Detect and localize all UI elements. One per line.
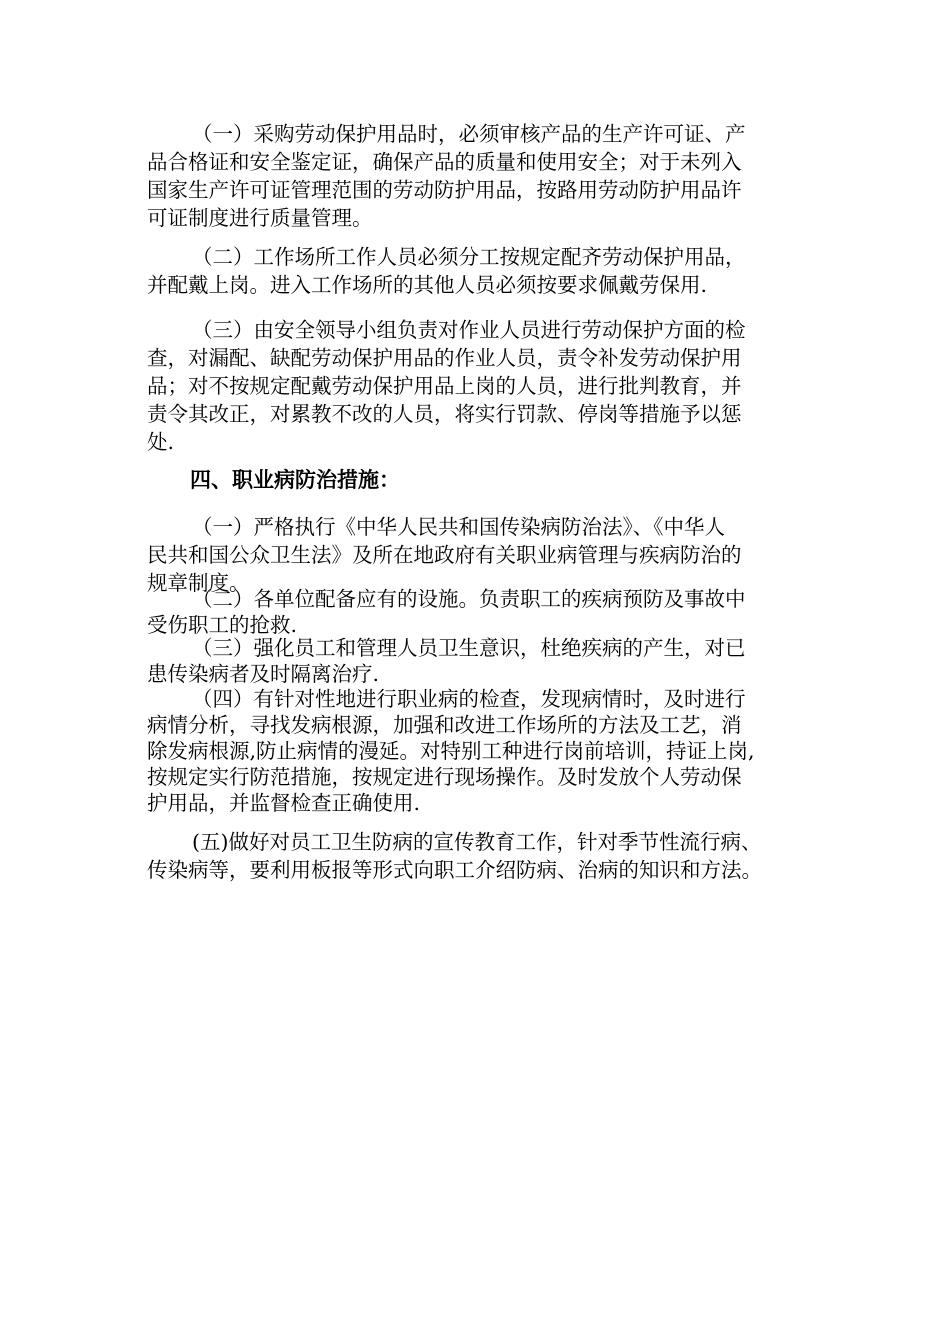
paragraph-3-line-5: 处. (147, 430, 175, 454)
paragraph-1-line-1: （一）采购劳动保护用品时，必须审核产品的生产许可证、产 (192, 122, 746, 146)
section-heading: 四、职业病防治措施： (190, 467, 400, 492)
paragraph-3-line-3: 品；对不按规定配戴劳动保护用品上岗的人员，进行批判教育，并 (147, 374, 742, 398)
section-paragraph-5-line-1: (五)做好对员工卫生防病的宣传教育工作，针对季节性流行病、 (192, 830, 762, 854)
paragraph-3-line-2: 查，对漏配、缺配劳动保护用品的作业人员，责令补发劳动保护用 (147, 346, 742, 370)
section-paragraph-4-line-4: 按规定实行防范措施，按规定进行现场操作。及时发放个人劳动保 (147, 765, 742, 789)
paragraph-2-line-2: 并配戴上岗。进入工作场所的其他人员必须按要求佩戴劳保用. (147, 273, 708, 297)
section-paragraph-5-line-2: 传染病等，要利用板报等形式向职工介绍防病、治病的知识和方法。 (147, 858, 762, 882)
section-paragraph-2-line-1: （二）各单位配备应有的设施。负责职工的疾病预防及事故中 (192, 587, 746, 611)
section-paragraph-1-line-1: （一）严格执行《中华人民共和国传染病防治法》、《中华人 (192, 515, 725, 539)
paragraph-1-line-3: 国家生产许可证管理范围的劳动防护用品，按路用劳动防护用品许 (147, 178, 742, 202)
section-paragraph-1-line-2: 民共和国公众卫生法》及所在地政府有关职业病管理与疾病防治的 (147, 543, 742, 567)
section-paragraph-4-line-3: 除发病根源,防止病情的漫延。对特别工种进行岗前培训，持证上岗, (147, 739, 755, 763)
paragraph-1-line-4: 可证制度进行质量管理。 (147, 206, 373, 230)
paragraph-1-line-2: 品合格证和安全鉴定证，确保产品的质量和使用安全；对于未列入 (147, 150, 742, 174)
section-paragraph-4-line-5: 护用品，并监督检查正确使用. (147, 791, 421, 815)
paragraph-3-line-4: 责令其改正，对累教不改的人员，将实行罚款、停岗等措施予以惩 (147, 402, 742, 426)
section-paragraph-4-line-1: （四）有针对性地进行职业病的检查，发现病情时，及时进行 (192, 687, 746, 711)
section-paragraph-2-line-2: 受伤职工的抢救. (147, 613, 298, 637)
section-paragraph-4-line-2: 病情分析，寻找发病根源，加强和改进工作场所的方法及工艺，消 (147, 713, 742, 737)
paragraph-2-line-1: （二）工作场所工作人员必须分工按规定配齐劳动保护用品， (192, 245, 746, 269)
section-paragraph-3-line-2: 患传染病者及时隔离治疗. (147, 662, 380, 686)
section-paragraph-1-line-3: 规章制度。 (147, 571, 250, 595)
section-paragraph-3-line-1: （三）强化员工和管理人员卫生意识，杜绝疾病的产生，对已 (192, 636, 746, 660)
paragraph-3-line-1: （三）由安全领导小组负责对作业人员进行劳动保护方面的检 (192, 318, 746, 342)
